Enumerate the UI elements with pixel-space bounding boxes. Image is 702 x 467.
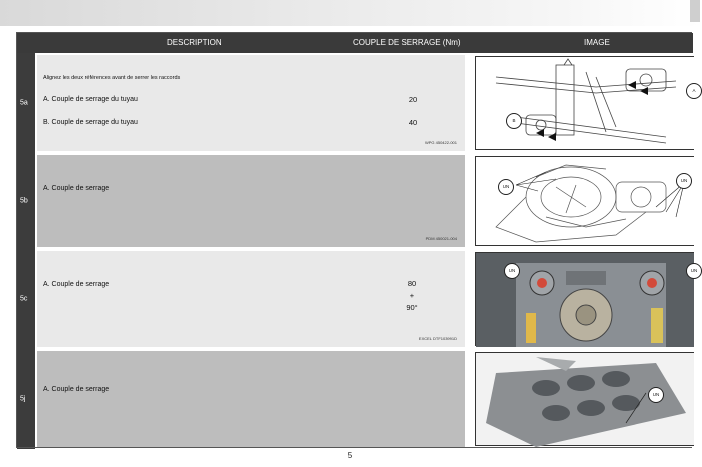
pipe-fittings-illustration [475, 56, 694, 150]
crankcase-photo [475, 352, 694, 446]
alignment-note: Alignez les deux références avant de serrer les raccords [43, 75, 181, 81]
header-image: IMAGE [584, 38, 610, 47]
figure-reference: PDM 450021-004 [425, 236, 457, 241]
torque-plus: + [409, 291, 415, 300]
item-label: A. Couple de serrage du tuyau [43, 96, 138, 103]
item-label: B. Couple de serrage du tuyau [43, 119, 138, 126]
bottom-rule [16, 447, 692, 448]
step-number: 5b [17, 153, 35, 249]
item-label: A. Couple de serrage [43, 185, 110, 192]
step-number: 5a [17, 53, 35, 153]
figure-reference: WPG 450422-001 [424, 140, 457, 145]
header-torque: COUPLE DE SERRAGE (Nm) [353, 38, 461, 47]
callout-a: A [686, 83, 702, 99]
torque-value: 20 [408, 95, 418, 104]
step-number: 5j [17, 349, 35, 449]
table-row [17, 53, 696, 153]
transmission-drawing [476, 157, 694, 247]
header-description: DESCRIPTION [167, 38, 222, 47]
torque-value: 80 [407, 279, 417, 288]
engine-block-photo [475, 252, 698, 346]
top-corner-tab [690, 0, 700, 22]
description-cell [37, 351, 465, 447]
top-band [0, 0, 700, 26]
pipe-fittings-drawing [476, 57, 694, 151]
description-cell [37, 155, 465, 247]
description-cell [37, 55, 465, 151]
table-row [17, 349, 693, 449]
description-cell [37, 251, 465, 347]
item-label: A. Couple de serrage [43, 386, 110, 393]
torque-angle: 90° [406, 303, 418, 312]
table-header [17, 33, 693, 53]
figure-reference: EXCEL DTF103991D [418, 336, 457, 341]
transmission-illustration [475, 156, 694, 246]
callout-b: B [506, 113, 522, 129]
callout-un-left: UN [498, 179, 514, 195]
page-number: 5 [347, 451, 353, 460]
callout-un-left: UN [504, 263, 520, 279]
callout-un-right: UN [686, 263, 702, 279]
callout-un-right: UN [676, 173, 692, 189]
table-row [17, 153, 693, 249]
torque-value: 40 [408, 118, 418, 127]
callout-un: UN [648, 387, 664, 403]
item-label: A. Couple de serrage [43, 281, 110, 288]
torque-table [16, 32, 698, 448]
step-number: 5c [17, 249, 35, 349]
table-row [17, 249, 698, 349]
